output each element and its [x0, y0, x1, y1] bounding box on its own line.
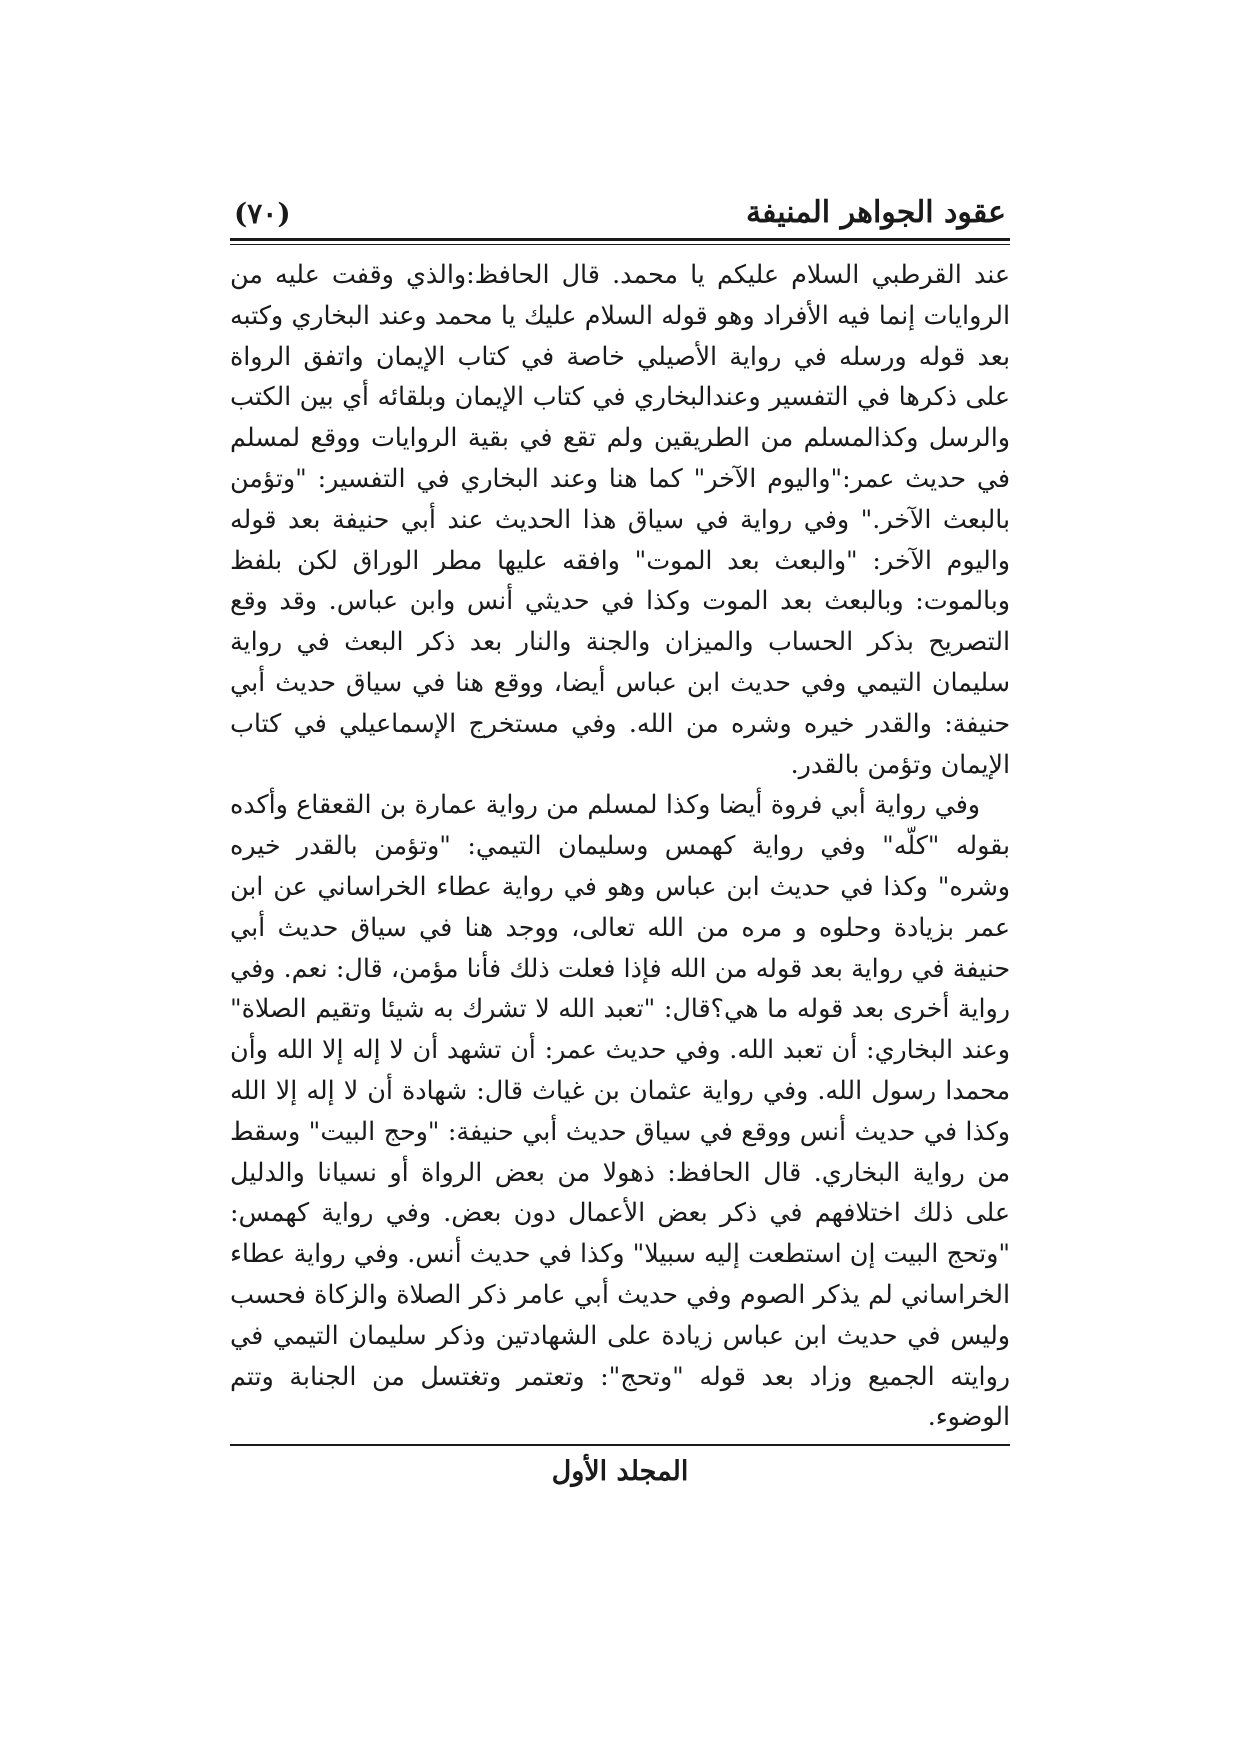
page [230, 180, 1010, 1487]
book-title: عقود الجواهر المنيفة [745, 195, 1006, 230]
footer-divider [230, 1444, 1010, 1446]
page-header [230, 180, 1010, 230]
paragraph-1: عند القرطبي السلام عليكم يا محمد. قال الحافظ:والذي وقفت عليه من الروايات إنما فيه الأفراد وهو قوله السلام عليك يا محمد وعند البخاري وكتبه بعد قوله ورسله في رواية الأصيلي خاصة في كتاب الإيمان واتفق الرواة على ذكرها في التفسير وعندالبخاري في كتاب الإيمان وبلقائه أي بين الكتب والرسل وكذالمسلم من الطريقين ولم تقع في بقية الروايات ووقع لمسلم في حديث عمر:"واليوم الآخر" كما هنا وعند البخاري في التفسير: "وتؤمن بالبعث الآخر." وفي رواية في سياق هذا الحديث عند أبي حنيفة بعد قوله واليوم الآخر: "والبعث بعد الموت" وافقه عليها مطر الوراق لكن بلفظ وبالموت: وبالبعث بعد الموت وكذا في حديثي أنس وابن عباس. وقد وقع التصريح بذكر الحساب والميزان والجنة والنار بعد ذكر البعث في رواية سليمان التيمي وفي حديث ابن عباس أيضا، ووقع هنا في سياق حديث أبي حنيفة: والقدر خيره وشره من الله. وفي مستخرج الإسماعيلي في كتاب الإيمان وتؤمن بالقدر. [230, 260, 1010, 779]
page-number: (٧٠) [234, 197, 291, 230]
volume-label: المجلد الأول [551, 1456, 689, 1488]
body-text [230, 255, 1010, 1438]
header-divider [230, 238, 1010, 245]
paragraph-2: وفي رواية أبي فروة أيضا وكذا لمسلم من رواية عمارة بن القعقاع وأكده بقوله "كلّه" وفي رواية كهمس وسليمان التيمي: "وتؤمن بالقدر خيره وشره" وكذا في حديث ابن عباس وهو في رواية عطاء الخراساني عن ابن عمر بزيادة وحلوه و مره من الله تعالى، ووجد هنا في سياق حديث أبي حنيفة في رواية بعد قوله من الله فإذا فعلت ذلك فأنا مؤمن، قال: نعم. وفي رواية أخرى بعد قوله ما هي؟قال: "تعبد الله لا تشرك به شيئا وتقيم الصلاة" وعند البخاري: أن تعبد الله. وفي حديث عمر: أن تشهد أن لا إله إلا الله وأن محمدا رسول الله. وفي رواية عثمان بن غياث قال: شهادة أن لا إله إلا الله وكذا في حديث أنس ووقع في سياق حديث أبي حنيفة: "وحج البيت" وسقط من رواية البخاري. قال الحافظ: ذهولا من بعض الرواة أو نسيانا والدليل على ذلك اختلافهم في ذكر بعض الأعمال دون بعض. وفي رواية كهمس: "وتحج البيت إن استطعت إليه سبيلا" وكذا في حديث أنس. وفي رواية عطاء الخراساني لم يذكر الصوم وفي حديث أبي عامر ذكر الصلاة والزكاة فحسب وليس في حديث ابن عباس زيادة على الشهادتين وذكر سليمان التيمي في روايته الجميع وزاد بعد قوله "وتحج": وتعتمر وتغتسل من الجنابة وتتم الوضوء. [230, 790, 1010, 1432]
